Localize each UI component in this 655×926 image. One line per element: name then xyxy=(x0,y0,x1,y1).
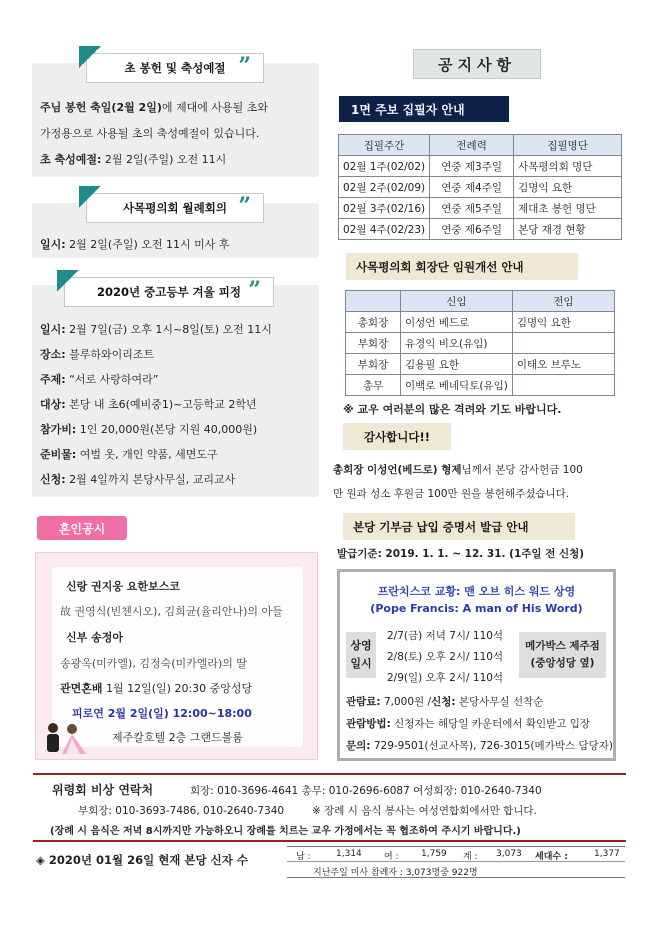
retreat-row: 일시: 2월 7일(금) 오후 1시~8일(토) 오전 11시 xyxy=(40,323,272,336)
film-time: 2/9(일) 오후 2시/ 110석 xyxy=(387,672,504,684)
table-row xyxy=(339,177,622,198)
table-row xyxy=(339,156,622,177)
film-time: 2/8(토) 오후 2시/ 110석 xyxy=(387,651,504,663)
wedding-groom: 신랑 권지웅 요한보스코 xyxy=(66,580,180,593)
banner-title: 2020년 중고등부 겨울 피정 xyxy=(97,285,241,299)
quote-icon: ” xyxy=(238,53,251,79)
retreat-row: 신청: 2월 4일까지 본당사무실, 교리교사 xyxy=(40,473,236,486)
table-cell: 연중 제4주일 xyxy=(430,177,514,198)
table-cell: 02월 1주(02/02) xyxy=(339,156,430,177)
table-header-row xyxy=(346,291,615,312)
table-row xyxy=(339,219,622,240)
wedding-bride: 신부 송정아 xyxy=(66,631,123,644)
funeral-heading: 위령회 비상 연락처 xyxy=(52,783,154,797)
table-row xyxy=(339,198,622,219)
film-fee: 관람료: 7,000원 /신청: 본당사무실 선착순 xyxy=(346,696,544,708)
table-cell: 부회장 xyxy=(346,354,401,375)
table-cell: 이태오 브루노 xyxy=(512,354,614,375)
table-cell xyxy=(512,375,614,396)
retreat-row: 참가비: 1인 20,000원(본당 지원 40,000원) xyxy=(40,423,258,436)
receipt-line: 발급기준: 2019. 1. 1. ~ 12. 31. (1주일 전 신청) xyxy=(337,548,585,560)
table-header: 전임 xyxy=(512,291,614,312)
table-cell: 김명익 요한 xyxy=(514,177,622,198)
retreat-row: 대상: 본당 내 초6(예비중1)~고등학교 2학년 xyxy=(40,398,257,411)
council-meeting-line: 일시: 2월 2일(주일) 오전 11시 미사 후 xyxy=(40,238,230,251)
notice-title: 공지사항 xyxy=(413,49,541,79)
table-cell: 유경익 비오(유임) xyxy=(401,333,513,354)
banner-candle xyxy=(86,53,264,83)
retreat-row: 준비물: 여벌 옷, 개인 약품, 세면도구 xyxy=(40,448,218,461)
candle-line-2: 가정용으로 사용될 초의 축성예절이 있습니다. xyxy=(40,127,260,140)
table-cell xyxy=(512,333,614,354)
funeral-note: ※ 장례 시 음식 봉사는 여성연합회에서만 합니다. xyxy=(312,805,537,817)
funeral-note-2: (장례 시 음식은 저녁 8시까지만 가능하오니 장례를 치르는 교우 가정에서는 꼭 협조하여 주시기 바랍니다.) xyxy=(50,826,521,837)
film-venue-note: (중앙성당 옆) xyxy=(530,657,595,669)
quote-icon: ” xyxy=(248,277,261,303)
thanks-line-1: 총회장 이성언(베드로) 형제님께서 본당 감사헌금 100 xyxy=(333,464,583,476)
wedding-reception: 피로연 2월 2일(일) 12:00~18:00 xyxy=(72,707,252,720)
film-venue: 메가박스 제주점 xyxy=(525,640,600,653)
census-rule-mid xyxy=(287,861,625,862)
retreat-row: 주제: “서로 사랑하여라” xyxy=(40,373,159,386)
table-cell: 본당 재경 현황 xyxy=(514,219,622,240)
table-row xyxy=(346,354,615,375)
film-venue-tag xyxy=(519,632,606,678)
table-cell: 연중 제3주일 xyxy=(430,156,514,177)
attendance: 지난주일 미사 참례자 : 3,073명중 922명 xyxy=(313,868,478,878)
banner-council xyxy=(86,193,264,223)
film-box xyxy=(337,569,616,761)
female-label: 여 : xyxy=(384,852,399,862)
council-title: 사목평의회 회장단 임원개선 안내 xyxy=(346,253,578,280)
banner-title: 사목평의회 월례회의 xyxy=(123,201,227,215)
table-cell: 제대초 봉헌 명단 xyxy=(514,198,622,219)
film-method: 관람방법: 신청자는 해당일 카운터에서 확인받고 입장 xyxy=(346,718,591,730)
receipt-title: 본당 기부금 납입 증명서 발급 안내 xyxy=(343,513,575,540)
households-count: 1,377 xyxy=(594,849,620,859)
film-schedule-tag: 상영 일시 xyxy=(346,632,376,678)
table-row xyxy=(346,333,615,354)
census-rule-top xyxy=(287,846,625,847)
table-cell: 02월 2주(02/09) xyxy=(339,177,430,198)
banner-corner-decoration xyxy=(57,270,79,292)
wedding-bride-parents: 송광옥(미카엘), 김정숙(미카엘라)의 딸 xyxy=(60,657,248,670)
quote-icon: ” xyxy=(238,193,251,219)
banner-corner-decoration xyxy=(79,186,101,208)
male-count: 1,314 xyxy=(336,849,362,859)
table-cell: 부회장 xyxy=(346,333,401,354)
wedding-tag: 혼인공시 xyxy=(37,516,127,540)
table-cell: 이성언 베드로 xyxy=(401,312,513,333)
thanks-line-2: 만 원과 성소 후원금 100만 원을 봉헌해주셨습니다. xyxy=(333,488,570,500)
banner-retreat xyxy=(64,277,274,307)
film-title: 프란치스코 교황: 맨 오브 히스 워드 상영 xyxy=(377,585,576,598)
table-header: 신임 xyxy=(401,291,513,312)
table-row xyxy=(346,375,615,396)
film-title-english: (Pope Francis: A man of His Word) xyxy=(370,602,583,615)
table-cell: 김용필 요한 xyxy=(401,354,513,375)
table-header: 전례력 xyxy=(430,135,514,156)
retreat-row: 장소: 블루하와이리조트 xyxy=(40,348,155,361)
table-header: 집필명단 xyxy=(514,135,622,156)
table-header-row xyxy=(339,135,622,156)
table-cell: 총회장 xyxy=(346,312,401,333)
table-cell: 사목평의회 명단 xyxy=(514,156,622,177)
funeral-contacts-2: 부회장: 010-3693-7486, 010-2640-7340 xyxy=(78,805,285,817)
notice-box-retreat xyxy=(32,285,319,497)
couple-icon xyxy=(38,720,94,754)
total-count: 3,073 xyxy=(496,849,522,859)
footer-divider-bottom xyxy=(33,840,626,842)
table-cell: 김명익 요한 xyxy=(512,312,614,333)
funeral-contacts-1: 회장: 010-3696-4641 총무: 010-2696-6087 여성회장: 010-2640-7340 xyxy=(190,785,542,797)
wedding-groom-parents: 故 권영식(빈첸시오), 김희균(율리안나)의 아들 xyxy=(60,605,283,618)
candle-line-1: 주님 봉헌 축일(2월 2일)에 제대에 사용될 초와 xyxy=(40,101,268,114)
wedding-venue: 제주칼호텔 2층 그랜드볼룸 xyxy=(112,731,243,744)
table-header: 집필주간 xyxy=(339,135,430,156)
total-label: 계 : xyxy=(463,852,478,862)
male-label: 남 : xyxy=(296,852,311,862)
banner-corner-decoration xyxy=(79,46,101,68)
households-label: 세대수 : xyxy=(535,852,568,862)
table-header xyxy=(346,291,401,312)
film-contact: 문의: 729-9501(선교사목), 726-3015(메가박스 담당자) xyxy=(346,740,613,752)
table-row xyxy=(346,312,615,333)
table-cell: 02월 3주(02/16) xyxy=(339,198,430,219)
wedding-ceremony: 관면혼배 1월 12일(일) 20:30 중앙성당 xyxy=(60,682,253,695)
table-cell: 연중 제5주일 xyxy=(430,198,514,219)
table-cell: 총무 xyxy=(346,375,401,396)
footer-divider-top xyxy=(33,773,626,775)
writers-table xyxy=(338,134,622,240)
census-label: ◈ 2020년 01월 26일 현재 본당 신자 수 xyxy=(36,853,248,867)
banner-title: 초 봉헌 및 축성예절 xyxy=(124,61,226,75)
female-count: 1,759 xyxy=(421,849,447,859)
table-cell: 연중 제6주일 xyxy=(430,219,514,240)
thanks-title: 감사합니다!! xyxy=(343,423,451,450)
table-cell: 이백로 베네딕토(유임) xyxy=(401,375,513,396)
writers-bar: 1면 주보 집필자 안내 xyxy=(339,96,509,122)
table-cell: 02월 4주(02/23) xyxy=(339,219,430,240)
council-note: ※ 교우 여러분의 많은 격려와 기도 바랍니다. xyxy=(343,403,562,416)
candle-line-3: 초 축성예절: 2월 2일(주일) 오전 11시 xyxy=(40,153,227,166)
film-time: 2/7(금) 저녁 7시/ 110석 xyxy=(387,630,504,642)
council-table xyxy=(345,290,615,396)
